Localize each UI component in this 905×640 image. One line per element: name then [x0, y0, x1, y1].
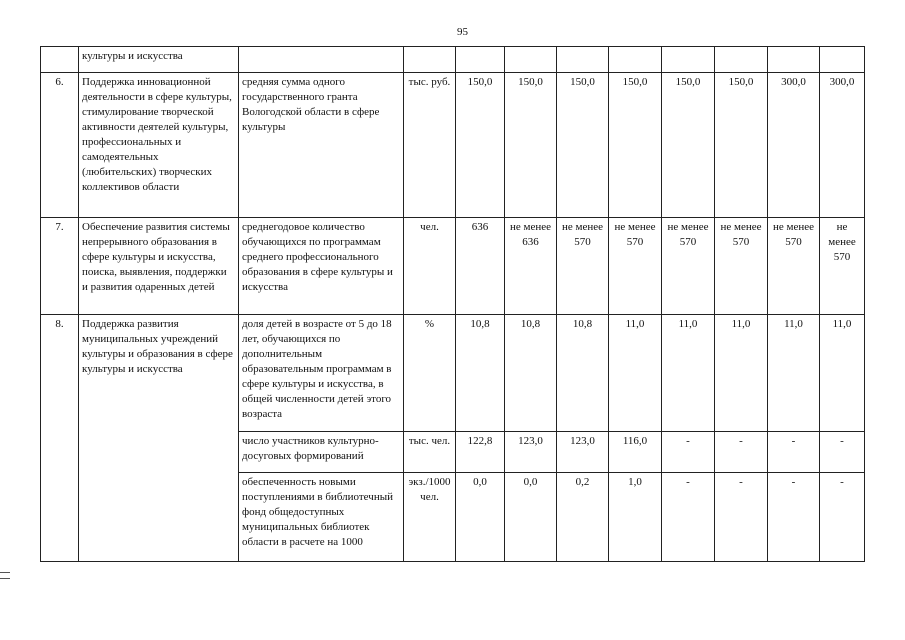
value-cell: 150,0 — [505, 73, 557, 218]
indicator-name: среднегодовое количество обучающихся по программам среднего профессионального образования в сфере культуры и искусства — [239, 218, 404, 315]
value-cell: 11,0 — [768, 315, 820, 432]
value-cell: не менее 636 — [505, 218, 557, 315]
value-cell: 150,0 — [715, 73, 768, 218]
unit-cell: тыс. руб. — [404, 73, 456, 218]
unit-cell — [404, 47, 456, 73]
value-cell: - — [768, 432, 820, 473]
value-cell: - — [662, 432, 715, 473]
goal-cell: Поддержка инновационной деятельности в сфере культуры, стимулирование творческой активности деятелей культуры, профессиональных и самодеятельных (любительских) творческих коллективов области — [79, 73, 239, 218]
margin-mark — [0, 578, 10, 579]
value-cell: 11,0 — [820, 315, 865, 432]
value-cell: 11,0 — [662, 315, 715, 432]
value-cell: не менее 570 — [715, 218, 768, 315]
row-number — [41, 47, 79, 73]
value-cell: 122,8 — [456, 432, 505, 473]
goal-cell: Обеспечение развития системы непрерывного образования в сфере культуры и искусства, поиска, выявления, поддержки и развития одаренных детей — [79, 218, 239, 315]
indicators-table — [40, 46, 865, 562]
value-cell: - — [715, 473, 768, 562]
value-cell: 11,0 — [609, 315, 662, 432]
row-number: 8. — [41, 315, 79, 562]
indicator-name: обеспеченность новыми поступлениями в библиотечный фонд общедоступных муниципальных библиотек области в расчете на 1000 — [239, 473, 404, 562]
value-cell: - — [820, 432, 865, 473]
value-cell: 10,8 — [505, 315, 557, 432]
value-cell — [662, 47, 715, 73]
value-cell — [820, 47, 865, 73]
value-cell: 1,0 — [609, 473, 662, 562]
page-number: 95 — [457, 26, 468, 38]
value-cell — [456, 47, 505, 73]
unit-cell: чел. — [404, 218, 456, 315]
value-cell: 11,0 — [715, 315, 768, 432]
value-cell: 0,0 — [456, 473, 505, 562]
value-cell: 116,0 — [609, 432, 662, 473]
unit-cell: экз./1000 чел. — [404, 473, 456, 562]
indicator-name: число участников культурно-досуговых формирований — [239, 432, 404, 473]
value-cell: не менее 570 — [557, 218, 609, 315]
value-cell: не менее 570 — [768, 218, 820, 315]
indicator-name — [239, 47, 404, 73]
unit-cell: тыс. чел. — [404, 432, 456, 473]
value-cell: 150,0 — [557, 73, 609, 218]
table-row — [41, 47, 865, 73]
value-cell: - — [768, 473, 820, 562]
value-cell: 0,2 — [557, 473, 609, 562]
value-cell: 123,0 — [505, 432, 557, 473]
row-number: 6. — [41, 73, 79, 218]
value-cell: 10,8 — [456, 315, 505, 432]
value-cell: 150,0 — [662, 73, 715, 218]
value-cell: не менее 570 — [820, 218, 865, 315]
value-cell: - — [715, 432, 768, 473]
value-cell — [768, 47, 820, 73]
row-number: 7. — [41, 218, 79, 315]
value-cell: 150,0 — [609, 73, 662, 218]
value-cell: 10,8 — [557, 315, 609, 432]
value-cell: 300,0 — [768, 73, 820, 218]
value-cell — [557, 47, 609, 73]
value-cell: 0,0 — [505, 473, 557, 562]
value-cell: 150,0 — [456, 73, 505, 218]
value-cell: - — [662, 473, 715, 562]
value-cell: 123,0 — [557, 432, 609, 473]
value-cell: не менее 570 — [662, 218, 715, 315]
value-cell: - — [820, 473, 865, 562]
value-cell — [505, 47, 557, 73]
value-cell: 300,0 — [820, 73, 865, 218]
value-cell — [609, 47, 662, 73]
goal-cell: культуры и искусства — [79, 47, 239, 73]
table-row — [41, 218, 865, 315]
table-row — [41, 315, 865, 432]
indicator-name: средняя сумма одного государственного гранта Вологодской области в сфере культуры — [239, 73, 404, 218]
goal-cell: Поддержка развития муниципальных учреждений культуры и образования в сфере культуры и искусства — [79, 315, 239, 562]
indicator-name: доля детей в возрасте от 5 до 18 лет, обучающихся по дополнительным образовательным программам в сфере культуры и искусства, в общей численности детей этого возраста — [239, 315, 404, 432]
value-cell: 636 — [456, 218, 505, 315]
value-cell — [715, 47, 768, 73]
table-row — [41, 73, 865, 218]
unit-cell: % — [404, 315, 456, 432]
value-cell: не менее 570 — [609, 218, 662, 315]
margin-mark — [0, 572, 10, 573]
